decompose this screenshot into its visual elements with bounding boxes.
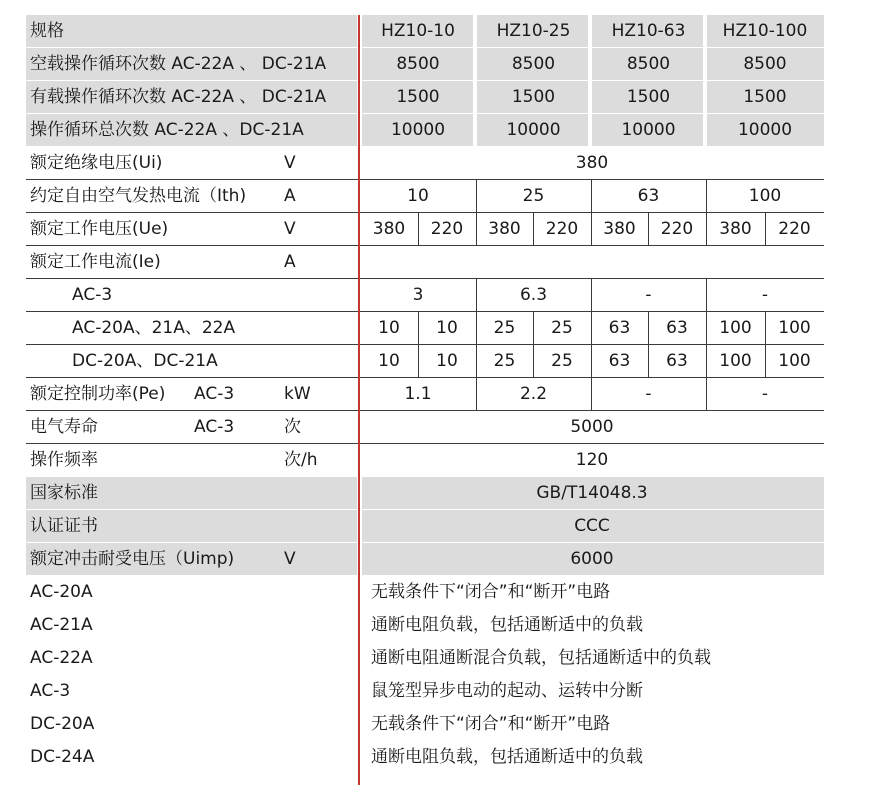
cell-value: 100 <box>778 318 811 338</box>
cell-value: - <box>761 285 769 305</box>
thermal-row <box>26 180 824 213</box>
row-unit: V <box>284 549 296 569</box>
category-desc: 鼠笼型异步电动的起动、运转中分断 <box>371 681 643 701</box>
cycle-row-load <box>26 81 824 114</box>
cell-value: 25 <box>522 186 545 206</box>
model-name: HZ10-10 <box>381 21 455 41</box>
insulation-row <box>26 147 824 180</box>
cell-value: 5000 <box>570 417 614 437</box>
ie-ac3-row <box>26 279 824 312</box>
cell-value: 100 <box>719 351 752 371</box>
ue-row <box>26 213 824 246</box>
cell-value: 63 <box>666 351 688 371</box>
row-unit: A <box>284 186 296 206</box>
category-key: AC-22A <box>30 648 93 668</box>
cell-value: 100 <box>748 186 782 206</box>
cell-value: 6.3 <box>519 285 548 305</box>
cell-value: 10 <box>407 186 429 206</box>
cell-value: 25 <box>493 318 516 338</box>
cell-value: 1500 <box>626 87 671 107</box>
cell-value: 380 <box>719 219 752 239</box>
cell-value: 10 <box>378 318 400 338</box>
category-item <box>26 741 824 774</box>
spec-table <box>26 15 824 774</box>
row-unit: A <box>284 252 296 272</box>
pe-row <box>26 378 824 411</box>
cell-value: 1500 <box>511 87 556 107</box>
cell-value: 10 <box>436 318 458 338</box>
row-label: AC-20A、21A、22A <box>72 318 236 338</box>
cell-value: 10000 <box>621 120 676 140</box>
freq-row <box>26 444 824 477</box>
category-item <box>26 576 824 609</box>
model-name: HZ10-100 <box>722 21 808 41</box>
row-unit: kW <box>284 384 311 404</box>
cell-value: - <box>761 384 769 404</box>
cell-value: 2.2 <box>519 384 548 404</box>
cell-value: 10000 <box>390 120 446 140</box>
row-label: 额定工作电压(Ue) <box>30 219 169 239</box>
life-row <box>26 411 824 444</box>
model-name: HZ10-63 <box>611 21 686 41</box>
cell-value: 25 <box>551 318 573 338</box>
cell-value: 63 <box>666 318 688 338</box>
category-key: DC-24A <box>30 747 95 767</box>
category-item <box>26 642 824 675</box>
row-unit: 次 <box>284 417 301 437</box>
category-key: AC-20A <box>30 582 93 602</box>
header-row <box>26 15 824 48</box>
category-key: DC-20A <box>30 714 95 734</box>
cell-value: 220 <box>430 219 464 239</box>
cell-value: 25 <box>493 351 516 371</box>
row-label: 空载操作循环次数 AC-22A 、 DC-21A <box>30 54 327 74</box>
ie-dc20-row <box>26 345 824 378</box>
cell-value: 6000 <box>570 549 614 569</box>
cell-value: CCC <box>574 516 610 536</box>
red-divider-line <box>358 15 360 785</box>
row-label: 约定自由空气发热电流（Ith) <box>30 186 247 206</box>
cell-value: 10 <box>436 351 458 371</box>
header-label: 规格 <box>30 21 64 41</box>
category-item <box>26 675 824 708</box>
cell-value: 8500 <box>626 54 671 74</box>
cell-value: 380 <box>603 219 636 239</box>
cell-value: 220 <box>778 219 811 239</box>
cycle-row-total <box>26 114 824 147</box>
row-label: 有载操作循环次数 AC-22A 、 DC-21A <box>30 87 327 107</box>
cell-value: 380 <box>575 153 609 173</box>
row-label: 额定绝缘电压(Ui) <box>30 153 163 173</box>
cert-row <box>26 510 824 543</box>
cycle-row-no-load <box>26 48 824 81</box>
cell-value: 8500 <box>511 54 556 74</box>
row-unit: V <box>284 219 296 239</box>
uimp-row <box>26 543 824 576</box>
row-label: 额定工作电流(Ie) <box>30 252 161 272</box>
cell-value: 100 <box>719 318 752 338</box>
cell-value: 10000 <box>737 120 793 140</box>
cell-value: 63 <box>608 318 631 338</box>
row-label: 操作循环总次数 AC-22A 、DC-21A <box>30 120 304 140</box>
row-unit: 次/h <box>284 450 318 470</box>
row-label: 额定冲击耐受电压（Uimp) <box>30 549 235 569</box>
cell-value: 220 <box>545 219 579 239</box>
cell-value: - <box>645 285 652 305</box>
cell-value: 380 <box>488 219 521 239</box>
cell-value: 1500 <box>396 87 440 107</box>
ie-row <box>26 246 824 279</box>
cell-value: 3 <box>412 285 424 305</box>
cell-value: 120 <box>575 450 609 470</box>
category-desc: 通断电阻负载，包括通断适中的负载 <box>371 747 643 767</box>
cell-value: 100 <box>778 351 811 371</box>
row-label: AC-3 <box>72 285 113 305</box>
row-label: 操作频率 <box>30 450 98 470</box>
row-label: DC-20A、DC-21A <box>72 351 218 371</box>
category-key: AC-3 <box>30 681 71 701</box>
row-label: 国家标准 <box>30 483 98 503</box>
row-sublabel: AC-3 <box>194 417 235 437</box>
category-item <box>26 609 824 642</box>
standard-row <box>26 477 824 510</box>
cell-value: 220 <box>660 219 694 239</box>
cell-value: 63 <box>637 186 660 206</box>
model-name: HZ10-25 <box>496 21 571 41</box>
cell-value: 10 <box>378 351 400 371</box>
category-desc: 无载条件下“闭合”和“断开”电路 <box>371 582 611 602</box>
row-unit: V <box>284 153 296 173</box>
category-desc: 通断电阻通断混合负载，包括通断适中的负载 <box>371 648 711 668</box>
cell-value: 8500 <box>396 54 440 74</box>
category-item <box>26 708 824 741</box>
row-sublabel: AC-3 <box>194 384 235 404</box>
cell-value: 380 <box>372 219 406 239</box>
row-label: 电气寿命 <box>30 417 98 437</box>
row-label: 额定控制功率(Pe) <box>30 384 166 404</box>
ie-ac20-row <box>26 312 824 345</box>
cell-value: - <box>645 384 652 404</box>
cell-value: 1500 <box>743 87 787 107</box>
cell-value: 8500 <box>743 54 787 74</box>
cell-value: GB/T14048.3 <box>536 483 648 503</box>
row-label: 认证证书 <box>30 516 98 536</box>
cell-value: 10000 <box>506 120 561 140</box>
cell-value: 63 <box>608 351 631 371</box>
category-desc: 无载条件下“闭合”和“断开”电路 <box>371 714 611 734</box>
cell-value: 25 <box>551 351 573 371</box>
cell-value: 1.1 <box>404 384 432 404</box>
category-desc: 通断电阻负载，包括通断适中的负载 <box>371 615 643 635</box>
category-key: AC-21A <box>30 615 93 635</box>
